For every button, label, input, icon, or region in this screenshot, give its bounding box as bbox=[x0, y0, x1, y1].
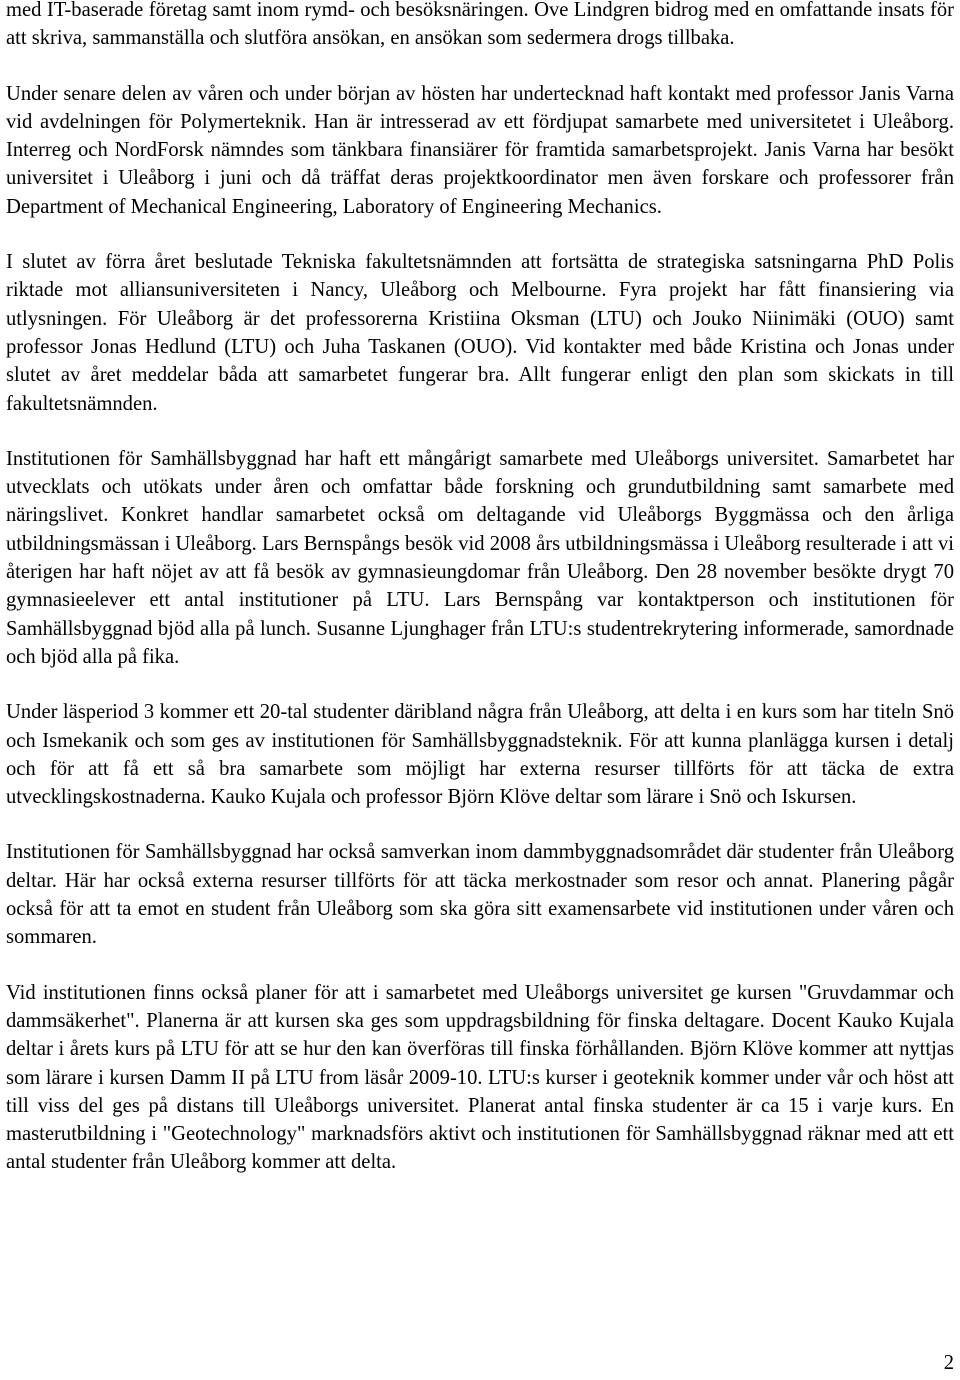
paragraph-mining-dams-course: Vid institutionen finns också planer för att i samarbetet med Uleåborgs universitet ge kursen "Gruvdammar och dammsäkerhet". Planerna är att kursen ska ges som uppdragsbildning för finska deltagare. Docent Kauko Kujala deltar i årets kurs på LTU för att se hur den kan överföras till finska förhållanden. Björn Klöve kommer att nyttjas som lärare i kursen Damm II på LTU from läsår 2009-10. LTU:s kurser i geoteknik kommer under vår och höst att till viss del ges på distans till Uleåborgs universitet. Planerat antal finska studenter är ca 15 i varje kurs. En masterutbildning i "Geotechnology" marknadsförs aktivt och institutionen för Samhällsbyggnad räknar med att ett antal studenter från Uleåborg kommer att delta. bbox=[6, 981, 954, 1174]
paragraph-dam-construction: Institutionen för Samhällsbyggnad har också samverkan inom dammbyggnadsområdet där studenter från Uleåborg deltar. Här har också externa resurser tillförts för att täcka merkostnader som resor och annat. Planering pågår också för att ta emot en student från Uleåborg som ska göra sitt examensarbete vid institutionen under våren och sommaren. bbox=[6, 841, 954, 949]
paragraph-phd-polis: I slutet av förra året beslutade Tekniska fakultetsnämnden att fortsätta de strategiska satsningarna PhD Polis riktade mot alliansuniversiteten i Nancy, Uleåborg och Melbourne. Fyra projekt har fått finansiering via utlysningen. För Uleåborg är det professorerna Kristiina Oksman (LTU) och Jouko Niinimäki (OUO) samt professor Jonas Hedlund (LTU) och Juha Taskanen (OUO). Vid kontakter med både Kristina och Jonas under slutet av året meddelar båda att samarbetet fungerar bra. Allt fungerar enligt den plan som skickats in till fakultetsnämnden. bbox=[6, 251, 954, 415]
page-number: 2 bbox=[943, 1352, 954, 1374]
paragraph-civil-engineering: Institutionen för Samhällsbyggnad har haft ett mångårigt samarbete med Uleåborgs universitet. Samarbetet har utvecklats och utökats under åren och omfattar både forskning och grundutbildning samt samarbete med näringslivet. Konkret handlar samarbetet också om deltagande vid Uleåborgs Byggmässa och den årliga utbildningsmässan i Uleåborg. Lars Bernspångs besök vid 2008 års utbildningsmässa i Uleåborg resulterade i att vi återigen har haft nöjet av att få besök av gymnasieungdomar från Uleåborg. Den 28 november besökte drygt 70 gymnasieelever ett antal institutioner på LTU. Lars Bernspång var kontaktperson och institutionen för Samhällsbyggnad bjöd alla på lunch. Susanne Ljunghager från LTU:s studentrekrytering informerade, samordnade och bjöd alla på fika. bbox=[6, 447, 954, 668]
paragraph-snow-ice-course: Under läsperiod 3 kommer ett 20-tal studenter däribland några från Uleåborg, att delta i en kurs som har titeln Snö och Ismekanik och som ges av institutionen för Samhällsbyggnadsteknik. För att kunna planlägga kursen i detalj och för att få ett så bra samarbete som möjligt har externa resurser tillförts för att täcka de extra utvecklingskostnaderna. Kauko Kujala och professor Björn Klöve deltar som lärare i Snö och Iskursen. bbox=[6, 701, 954, 809]
paragraph-polymer-technology: Under senare delen av våren och under början av hösten har undertecknad haft kontakt med professor Janis Varna vid avdelningen för Polymerteknik. Han är intresserad av ett fördjupat samarbete med universitetet i Uleåborg. Interreg och NordForsk nämndes som tänkbara finansiärer för framtida samarbetsprojekt. Janis Varna har besökt universitet i Uleåborg i juni och då träffat deras projektkoordinator men även forskare och professorer från Department of Mechanical Engineering, Laboratory of Engineering Mechanics. bbox=[6, 82, 954, 218]
document-body bbox=[6, 0, 954, 1177]
paragraph-it-companies: med IT-baserade företag samt inom rymd- och besöksnäringen. Ove Lindgren bidrog med en omfattande insats för att skriva, sammanställa och slutföra ansökan, en ansökan som sedermera drogs tillbaka. bbox=[6, 0, 954, 50]
